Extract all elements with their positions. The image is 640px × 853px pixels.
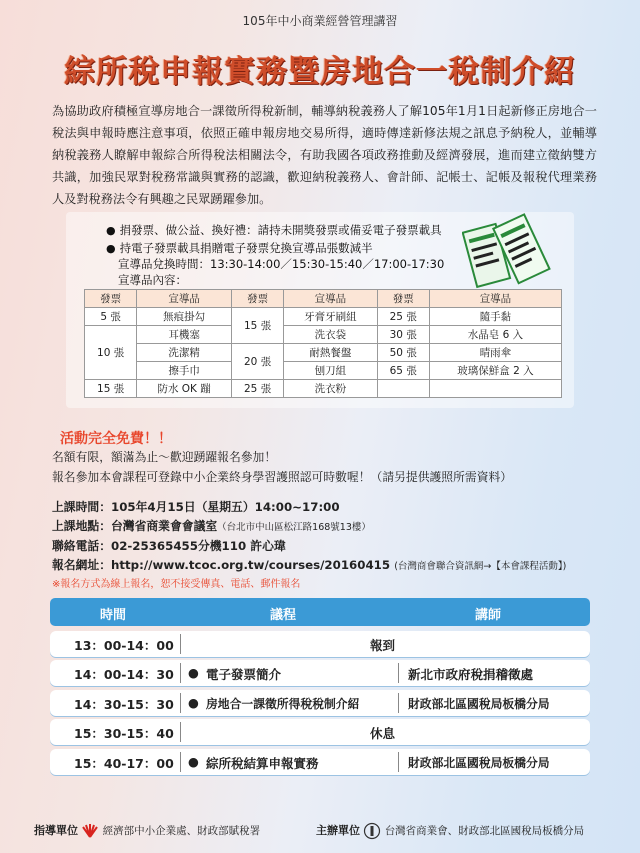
promo-line-2: ● 持電子發票載具捐贈電子發票兌換宣導品張數減半 [106, 241, 373, 255]
table-cell: 耐熱餐盤 [284, 344, 377, 362]
col-header: 發票 [85, 290, 137, 308]
receipts-icon [462, 212, 562, 292]
divider [398, 693, 399, 713]
guide-orgs: 經濟部中小企業處、財政部賦稅署 [102, 825, 261, 837]
table-cell: 水晶皂 6 入 [429, 326, 561, 344]
row-agenda: 綜所稅結算申報實務 [206, 756, 319, 771]
col-header: 宣導品 [137, 290, 232, 308]
bullet-icon: ● [188, 665, 199, 680]
table-cell: 25 張 [231, 380, 283, 398]
schedule-row [50, 719, 590, 745]
table-cell: 防水 OK 蹦 [137, 380, 232, 398]
divider [180, 663, 181, 683]
table-cell: 晴雨傘 [429, 344, 561, 362]
event-series-subtitle: 105年中小商業經營管理講習 [242, 14, 398, 28]
table-cell: 10 張 [85, 326, 137, 380]
class-time: 上課時間：105年4月15日（星期五）14:00~17:00 [52, 500, 340, 514]
promo-line-1: ● 捐發票、做公益、換好禮：請持未開獎發票或備妥電子發票載具 [106, 223, 442, 237]
bullet-icon: ● [106, 224, 116, 237]
host-orgs: 台灣省商業會、財政部北區國稅局板橋分局 [384, 825, 585, 837]
bullet-icon: ● [188, 754, 199, 769]
row-time: 14：30-15：30 [74, 697, 174, 712]
schedule-row [50, 690, 590, 716]
row-time: 15：30-15：40 [74, 726, 174, 741]
table-cell: 15 張 [231, 308, 283, 344]
chamber-logo-icon [363, 822, 381, 840]
bullet-icon: ● [106, 242, 116, 255]
row-speaker: 財政部北區國稅局板橋分局 [408, 697, 550, 711]
quota-text: 名額有限，額滿為止～歡迎踴躍報名參加！ [52, 450, 277, 464]
table-cell: 20 張 [231, 344, 283, 380]
col-header: 宣導品 [284, 290, 377, 308]
promo-contents-label: 宣導品內容： [118, 273, 187, 287]
table-cell [377, 380, 429, 398]
divider [398, 752, 399, 772]
table-cell: 洗衣粉 [284, 380, 377, 398]
registration-url-line [52, 556, 566, 573]
header-time: 時間 [100, 608, 127, 623]
table-cell: 5 張 [85, 308, 137, 326]
divider [180, 722, 181, 742]
table-cell: 15 張 [85, 380, 137, 398]
contact-phone: 聯絡電話：02-25365455分機110 許心瑋 [52, 539, 286, 553]
promo-exchange-time: 宣導品兌換時間：13:30-14:00／15:30-15:40／17:00-17:30 [118, 257, 445, 271]
guide-label: 指導單位 [34, 824, 78, 837]
free-event-banner: 活動完全免費！！ [60, 431, 172, 447]
row-time: 15：40-17：00 [74, 756, 174, 771]
schedule-row [50, 660, 590, 686]
table-row [85, 326, 562, 344]
class-location: 上課地點：台灣省商業會會議室（台北市中山區松江路168號13樓） [52, 519, 371, 533]
table-row [85, 308, 562, 326]
schedule-header [50, 598, 590, 626]
header-agenda: 議程 [270, 608, 297, 623]
schedule-row [50, 631, 590, 657]
table-cell: 洗潔精 [137, 344, 232, 362]
divider [180, 634, 181, 654]
row-agenda: 房地合一課徵所得稅稅制介紹 [206, 697, 360, 711]
divider [180, 752, 181, 772]
table-cell: 刨刀組 [284, 362, 377, 380]
table-cell: 30 張 [377, 326, 429, 344]
gift-table [84, 289, 562, 398]
col-header: 發票 [377, 290, 429, 308]
row-time: 13：00-14：00 [74, 638, 174, 653]
table-cell: 洗衣袋 [284, 326, 377, 344]
page-title: 綜所稅申報實務暨房地合一稅制介紹 [64, 54, 576, 90]
certificate-text: 報名參加本會課程可登錄中小企業終身學習護照認可時數喔！（請另提供護照所需資料） [52, 470, 513, 484]
table-cell: 耳機塞 [137, 326, 232, 344]
table-cell: 50 張 [377, 344, 429, 362]
col-header: 宣導品 [429, 290, 561, 308]
row-merged: 休息 [370, 726, 396, 741]
promo-box [66, 212, 574, 408]
sme-logo-icon [81, 823, 99, 839]
header-speaker: 講師 [475, 608, 502, 623]
table-row [85, 362, 562, 380]
table-cell: 牙膏牙刷組 [284, 308, 377, 326]
table-cell: 玻璃保鮮盒 2 入 [429, 362, 561, 380]
col-header: 發票 [231, 290, 283, 308]
host-label: 主辦單位 [316, 824, 360, 837]
intro-paragraph: 為協助政府積極宣導房地合一課徵所得稅新制，輔導納稅義務人了解105年1月1日起新修正房地合一稅法與申報時應注意事項，依照正確申報房地交易所得，適時傳達新修法規之訊息予納稅人，並輔導納稅義務人瞭解申報綜合所得稅法相關法令，有助我國各項政務推動及經濟發展，進而建立徵納雙方共識，加強民眾對稅務常識與實務的認識，歡迎納稅義務人、會計師、記帳士、記帳及報稅代理業務人及對稅務法令有興趣之民眾踴躍參加。 [52, 104, 597, 206]
table-cell [429, 380, 561, 398]
table-cell: 65 張 [377, 362, 429, 380]
registration-note: ※報名方式為線上報名，恕不接受傳真、電話、郵件報名 [52, 579, 301, 590]
row-time: 14：00-14：30 [74, 667, 174, 682]
row-merged: 報到 [370, 638, 396, 653]
host-units [316, 822, 584, 840]
table-cell: 25 張 [377, 308, 429, 326]
row-speaker: 新北市政府稅捐稽徵處 [408, 667, 534, 682]
divider [180, 693, 181, 713]
schedule-row [50, 749, 590, 775]
registration-url[interactable]: 報名網址：http://www.tcoc.org.tw/courses/20160415 [52, 558, 391, 572]
table-cell: 無痕掛勾 [137, 308, 232, 326]
table-row [85, 344, 562, 362]
divider [398, 663, 399, 683]
table-cell: 隨手黏 [429, 308, 561, 326]
url-note: (台灣商會聯合資訊網→【本會課程活動】) [394, 561, 567, 572]
bullet-icon: ● [188, 695, 199, 710]
row-agenda: 電子發票簡介 [206, 667, 282, 682]
table-row [85, 380, 562, 398]
table-cell: 擦手巾 [137, 362, 232, 380]
guide-units [34, 822, 260, 839]
address-text: （台北市中山區松江路168號13樓） [217, 522, 371, 533]
row-speaker: 財政部北區國稅局板橋分局 [408, 756, 550, 770]
